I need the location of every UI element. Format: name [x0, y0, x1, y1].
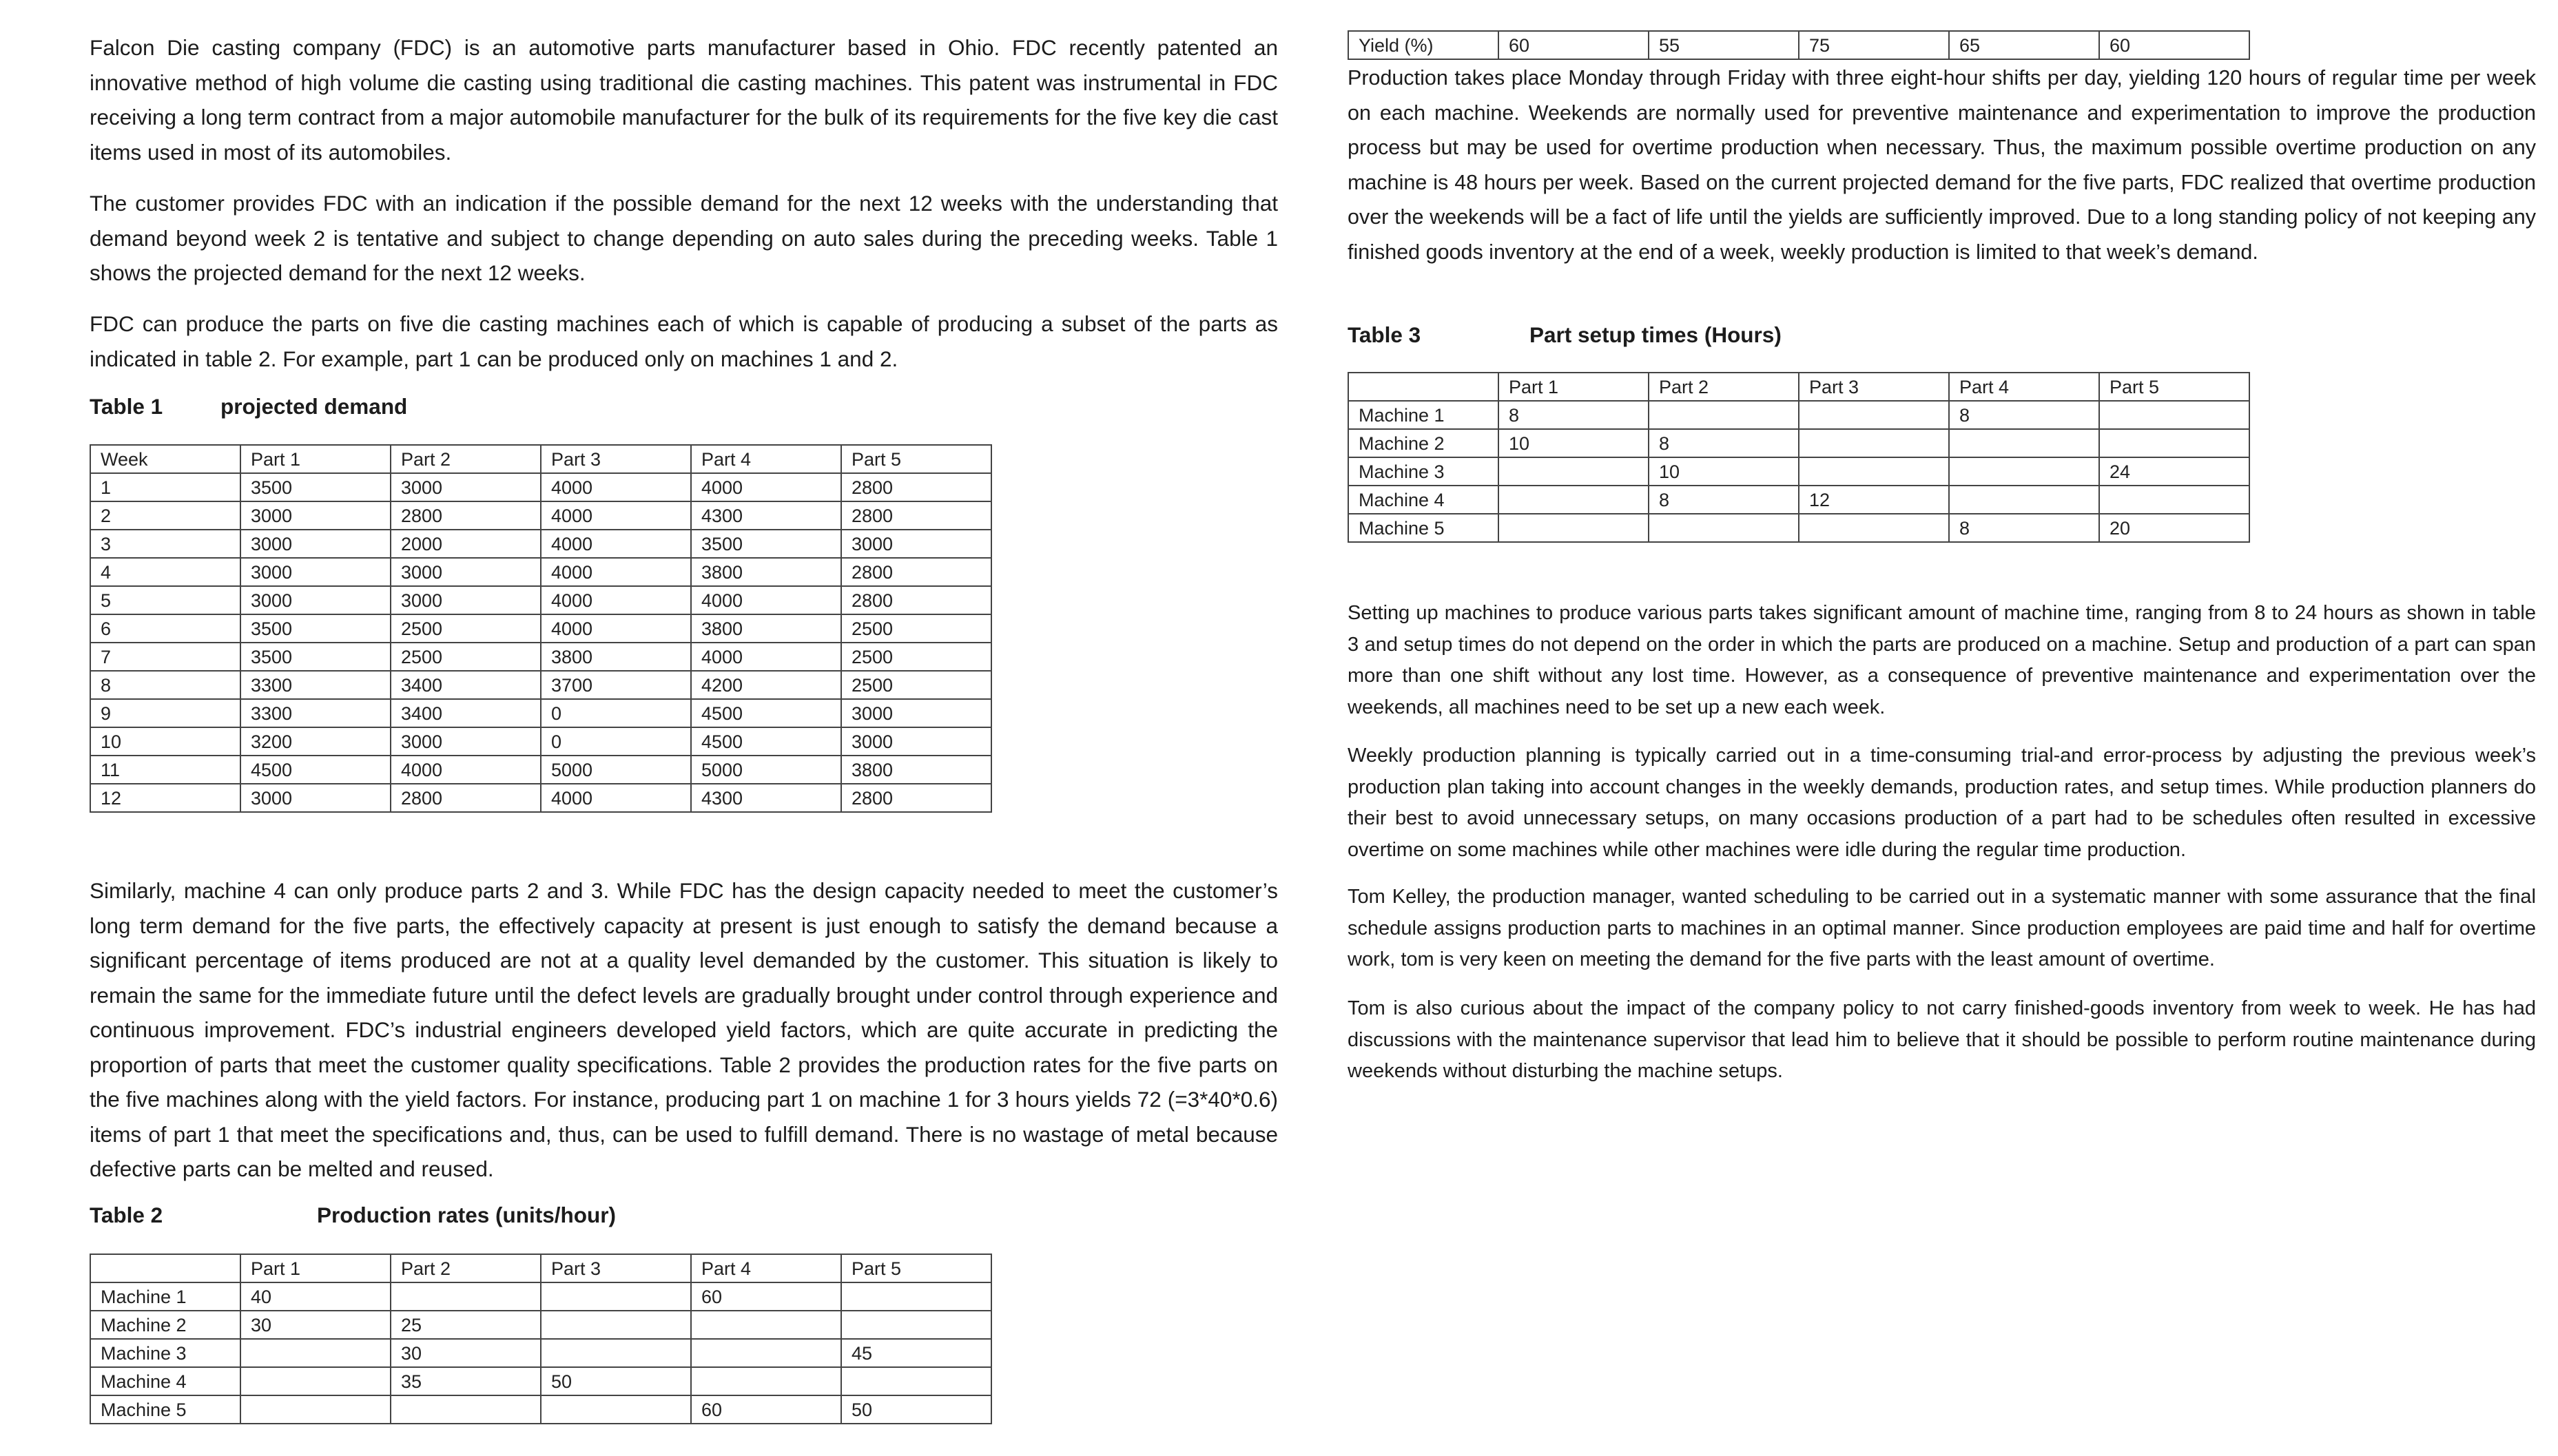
table-cell: 3500 [240, 643, 391, 671]
table-cell: Week [90, 445, 240, 473]
table-cell: 0 [541, 699, 691, 727]
table-cell: Part 4 [1949, 373, 2099, 401]
table-cell: 50 [841, 1395, 991, 1424]
table-cell: 4000 [541, 501, 691, 530]
table-cell: Machine 2 [1348, 429, 1498, 457]
table-cell: 2500 [391, 643, 541, 671]
table-cell: 8 [1649, 429, 1799, 457]
table-cell: 4300 [691, 784, 841, 812]
table-cell [1498, 457, 1649, 486]
table-cell: 5000 [691, 756, 841, 784]
setup-paragraph: Setting up machines to produce various parts takes significant amount of machine time, ranging from 8 to 24 hours as shown in table 3 and setup times do not depend on the order in which the parts are produced on a machine. Setup and production of a part can span more than one shift without any lost time. However, as a consequence of preventive maintenance and experimentation over the weekends, all machines need to be set up a new each week. [1348, 602, 2536, 718]
table-row [90, 643, 991, 671]
table-cell: 4000 [541, 558, 691, 586]
table-cell [1799, 429, 1949, 457]
table-cell: 40 [240, 1282, 391, 1311]
table-cell [1799, 401, 1949, 429]
table-row [90, 1339, 991, 1367]
table-cell: 3400 [391, 671, 541, 699]
table-cell: Part 1 [240, 445, 391, 473]
table-cell: Part 5 [841, 445, 991, 473]
table-cell: 4300 [691, 501, 841, 530]
table-cell [1498, 514, 1649, 542]
table3-label: Table 3 [1348, 322, 1421, 347]
production-paragraph: Production takes place Monday through Friday with three eight-hour shifts per day, yielding 120 hours of regular time per week on each machine. Weekends are normally used for preventive maintenance and experimentation to improve the production process but may be used for overtime production when necessary. Thus, the maximum possible overtime production on any machine is 48 hours per week. Based on the current projected demand for the five parts, FDC realized that overtime production over the weekends will be a fact of life until the yields are sufficiently improved. Due to a long standing policy of not keeping any finished goods inventory at the end of a week, weekly production is limited to that week’s demand. [1348, 66, 2536, 264]
table-cell: 10 [90, 727, 240, 756]
table-cell: 3000 [240, 501, 391, 530]
table-cell [1949, 486, 2099, 514]
table-cell [391, 1282, 541, 1311]
table-cell: 2800 [391, 784, 541, 812]
setup-times-table [1348, 372, 2250, 543]
table-cell: 8 [1649, 486, 1799, 514]
table-cell: 75 [1799, 31, 1949, 59]
table-cell: 8 [90, 671, 240, 699]
table-cell: Part 3 [541, 1254, 691, 1282]
table-cell [1649, 401, 1799, 429]
table-cell: 3000 [841, 530, 991, 558]
table-cell: 5 [90, 586, 240, 614]
table-cell: 30 [391, 1339, 541, 1367]
table-row [90, 1254, 991, 1282]
table-cell: Part 1 [1498, 373, 1649, 401]
table-row [90, 1395, 991, 1424]
table-cell: 8 [1498, 401, 1649, 429]
table-cell: 4000 [541, 473, 691, 501]
table-cell [1799, 514, 1949, 542]
table-cell: 3200 [240, 727, 391, 756]
table-row [1348, 31, 2249, 59]
table-cell: 4000 [541, 784, 691, 812]
table-cell: Machine 4 [90, 1367, 240, 1395]
table-cell [541, 1282, 691, 1311]
inventory-paragraph: Tom is also curious about the impact of the company policy to not carry finished-goods inventory from week to week. He has had discussions with the maintenance supervisor that lead him to believe that it should be possible to perform routine maintenance during weekends without disturbing the machine setups. [1348, 997, 2536, 1082]
table-cell: 2800 [841, 558, 991, 586]
table-row [90, 614, 991, 643]
table-cell: 2800 [841, 501, 991, 530]
table-cell: 3000 [391, 727, 541, 756]
table-cell [2099, 429, 2249, 457]
table-cell: Machine 3 [90, 1339, 240, 1367]
table-cell: 30 [240, 1311, 391, 1339]
table-row [1348, 457, 2249, 486]
table-cell: Yield (%) [1348, 31, 1498, 59]
table-cell: Machine 2 [90, 1311, 240, 1339]
machines-paragraph: FDC can produce the parts on five die casting machines each of which is capable of producing a subset of the parts as indicated in table 2. For example, part 1 can be produced only on machines 1 and 2. [90, 311, 1278, 371]
table-row [90, 586, 991, 614]
table1-title: projected demand [220, 394, 408, 419]
table-cell [841, 1282, 991, 1311]
table-cell [541, 1395, 691, 1424]
table-cell: 4000 [541, 586, 691, 614]
table-cell: 10 [1498, 429, 1649, 457]
table-cell: 50 [541, 1367, 691, 1395]
table-cell [240, 1395, 391, 1424]
table-cell: 60 [2099, 31, 2249, 59]
table-cell [90, 1254, 240, 1282]
table-cell: Part 3 [1799, 373, 1949, 401]
table-row [90, 1367, 991, 1395]
table-cell: 8 [1949, 401, 2099, 429]
table-cell: 2800 [841, 473, 991, 501]
table-cell: 3500 [240, 473, 391, 501]
table-cell: Machine 4 [1348, 486, 1498, 514]
table-cell: 12 [90, 784, 240, 812]
table-cell: 2000 [391, 530, 541, 558]
projected-demand-table [90, 444, 992, 813]
table-cell: 2500 [841, 671, 991, 699]
table-cell: 6 [90, 614, 240, 643]
demand-paragraph: The customer provides FDC with an indication if the possible demand for the next 12 weeks with the understanding that demand beyond week 2 is tentative and subject to change depending on auto sales during the preceding weeks. Table 1 shows the projected demand for the next 12 weeks. [90, 191, 1278, 285]
table-cell: 4000 [541, 530, 691, 558]
table-row [90, 1282, 991, 1311]
table-cell: 3000 [240, 558, 391, 586]
table-cell [841, 1311, 991, 1339]
table-cell [1649, 514, 1799, 542]
table-cell: 5000 [541, 756, 691, 784]
table-row [90, 756, 991, 784]
table-cell: 3800 [841, 756, 991, 784]
table-cell: 60 [1498, 31, 1649, 59]
table-cell: 4000 [691, 586, 841, 614]
table-cell [2099, 401, 2249, 429]
table-cell: 12 [1799, 486, 1949, 514]
table-cell [841, 1367, 991, 1395]
table-cell: 20 [2099, 514, 2249, 542]
table-cell: 3300 [240, 671, 391, 699]
table-row [90, 473, 991, 501]
table-cell: 0 [541, 727, 691, 756]
production-rates-table [90, 1254, 992, 1424]
table-cell: 4000 [691, 643, 841, 671]
table-row [90, 530, 991, 558]
table-cell: 4000 [391, 756, 541, 784]
table-row [1348, 429, 2249, 457]
table-cell [240, 1339, 391, 1367]
table-cell: Part 2 [391, 445, 541, 473]
table-cell: 45 [841, 1339, 991, 1367]
table-cell: Part 4 [691, 445, 841, 473]
table-cell: 55 [1649, 31, 1799, 59]
table-row [90, 727, 991, 756]
table-cell: 60 [691, 1395, 841, 1424]
table-cell: 1 [90, 473, 240, 501]
table-cell [691, 1339, 841, 1367]
table-row [90, 671, 991, 699]
table-cell: 3000 [391, 586, 541, 614]
table-cell: Part 2 [1649, 373, 1799, 401]
table-cell: 3000 [841, 699, 991, 727]
table-cell: Machine 1 [90, 1282, 240, 1311]
table-cell: 3700 [541, 671, 691, 699]
table-cell [1498, 486, 1649, 514]
table-row [90, 784, 991, 812]
table-row [90, 1311, 991, 1339]
table-cell: 10 [1649, 457, 1799, 486]
table-cell: Part 5 [2099, 373, 2249, 401]
table-cell: 7 [90, 643, 240, 671]
table-cell: Part 3 [541, 445, 691, 473]
table-cell: Machine 5 [1348, 514, 1498, 542]
table-row [1348, 373, 2249, 401]
table-cell: 3 [90, 530, 240, 558]
table-row [90, 501, 991, 530]
table-cell: 3000 [240, 530, 391, 558]
table-cell: 3000 [391, 473, 541, 501]
table-cell: 11 [90, 756, 240, 784]
table-cell: Part 1 [240, 1254, 391, 1282]
table-row [90, 558, 991, 586]
table-cell: 4000 [541, 614, 691, 643]
table-row [1348, 486, 2249, 514]
table-cell: 3800 [691, 558, 841, 586]
table-cell: 2800 [841, 586, 991, 614]
table2-label: Table 2 [90, 1203, 163, 1227]
table-cell: 3400 [391, 699, 541, 727]
table-cell: 3500 [691, 530, 841, 558]
table-cell: 4500 [691, 727, 841, 756]
table-row [90, 699, 991, 727]
table3-title: Part setup times (Hours) [1529, 322, 1782, 347]
table-cell [240, 1367, 391, 1395]
table-cell [691, 1367, 841, 1395]
manager-paragraph: Tom Kelley, the production manager, wanted scheduling to be carried out in a systematic manner with some assurance that the final schedule assigns production parts to machines in an optimal manner. Since production employees are paid time and half for overtime work, tom is very keen on meeting the demand for the five parts with the least amount of overtime. [1348, 886, 2536, 970]
table-row [1348, 401, 2249, 429]
table-cell: 65 [1949, 31, 2099, 59]
table-cell: 4200 [691, 671, 841, 699]
table-cell: Machine 3 [1348, 457, 1498, 486]
table-cell: 4 [90, 558, 240, 586]
table-cell: 2800 [841, 784, 991, 812]
table-cell: 3000 [240, 586, 391, 614]
table-cell: Part 4 [691, 1254, 841, 1282]
table-cell: 9 [90, 699, 240, 727]
yield-paragraph: Similarly, machine 4 can only produce parts 2 and 3. While FDC has the design capacity needed to meet the customer’s long term demand for the five parts, the effectively capacity at present is just enough to satisfy the demand because a significant percentage of items produced are not at a quality level demanded by the customer. This situation is likely to remain the same for the immediate future until the defect levels are gradually brought under control through experience and continuous improvement. FDC’s industrial engineers developed yield factors, which are quite accurate in predicting the proportion of parts that meet the customer quality specifications. Table 2 provides the production rates for the five parts on the five machines along with the yield factors. For instance, producing part 1 on machine 1 for 3 hours yields 72 (=3*40*0.6) items of part 1 that meet the specifications and, thus, can be used to fulfill demand. There is no wastage of metal because defective parts can be melted and reused. [90, 878, 1278, 1181]
table-cell [1949, 457, 2099, 486]
table-cell: 3800 [691, 614, 841, 643]
table-cell: 4500 [240, 756, 391, 784]
table-cell: 3300 [240, 699, 391, 727]
table-cell: 2500 [841, 643, 991, 671]
table-cell: Machine 5 [90, 1395, 240, 1424]
table-cell [2099, 486, 2249, 514]
yield-table [1348, 30, 2250, 60]
table1-label: Table 1 [90, 394, 163, 419]
table-cell [541, 1311, 691, 1339]
table-cell: 2800 [391, 501, 541, 530]
table-cell [541, 1339, 691, 1367]
intro-paragraph: Falcon Die casting company (FDC) is an automotive parts manufacturer based in Ohio. FDC recently patented an innovative method of high volume die casting using traditional die casting machines. This patent was instrumental in FDC receiving a long term contract from a major automobile manufacturer for the bulk of its requirements for the five key die cast items used in most of its automobiles. [90, 35, 1278, 165]
table-cell: 8 [1949, 514, 2099, 542]
table-cell: 25 [391, 1311, 541, 1339]
table-cell: Part 5 [841, 1254, 991, 1282]
table-cell [1799, 457, 1949, 486]
table-cell: 4500 [691, 699, 841, 727]
table-cell: 2500 [391, 614, 541, 643]
table-cell: 3000 [841, 727, 991, 756]
planning-paragraph: Weekly production planning is typically carried out in a time-consuming trial-and error-process by adjusting the previous week’s production plan taking into account changes in the weekly demands, production rates, and setup times. While production planners do their best to avoid unnecessary setups, on many occasions production of a part had to be schedules often resulted in excessive overtime on some machines while other machines were idle during the regular time production. [1348, 745, 2536, 861]
table-cell: Machine 1 [1348, 401, 1498, 429]
table-cell [391, 1395, 541, 1424]
table-cell [1348, 373, 1498, 401]
table-cell: 3500 [240, 614, 391, 643]
table-cell: 3000 [391, 558, 541, 586]
table-cell: 60 [691, 1282, 841, 1311]
table-row [1348, 514, 2249, 542]
table-cell: 35 [391, 1367, 541, 1395]
table-cell: 4000 [691, 473, 841, 501]
table-cell: Part 2 [391, 1254, 541, 1282]
table-cell [691, 1311, 841, 1339]
table-cell: 3800 [541, 643, 691, 671]
table-cell: 3000 [240, 784, 391, 812]
table-cell: 24 [2099, 457, 2249, 486]
table-cell: 2 [90, 501, 240, 530]
table-cell: 2500 [841, 614, 991, 643]
table2-title: Production rates (units/hour) [317, 1203, 617, 1227]
table-cell [1949, 429, 2099, 457]
table-row [90, 445, 991, 473]
